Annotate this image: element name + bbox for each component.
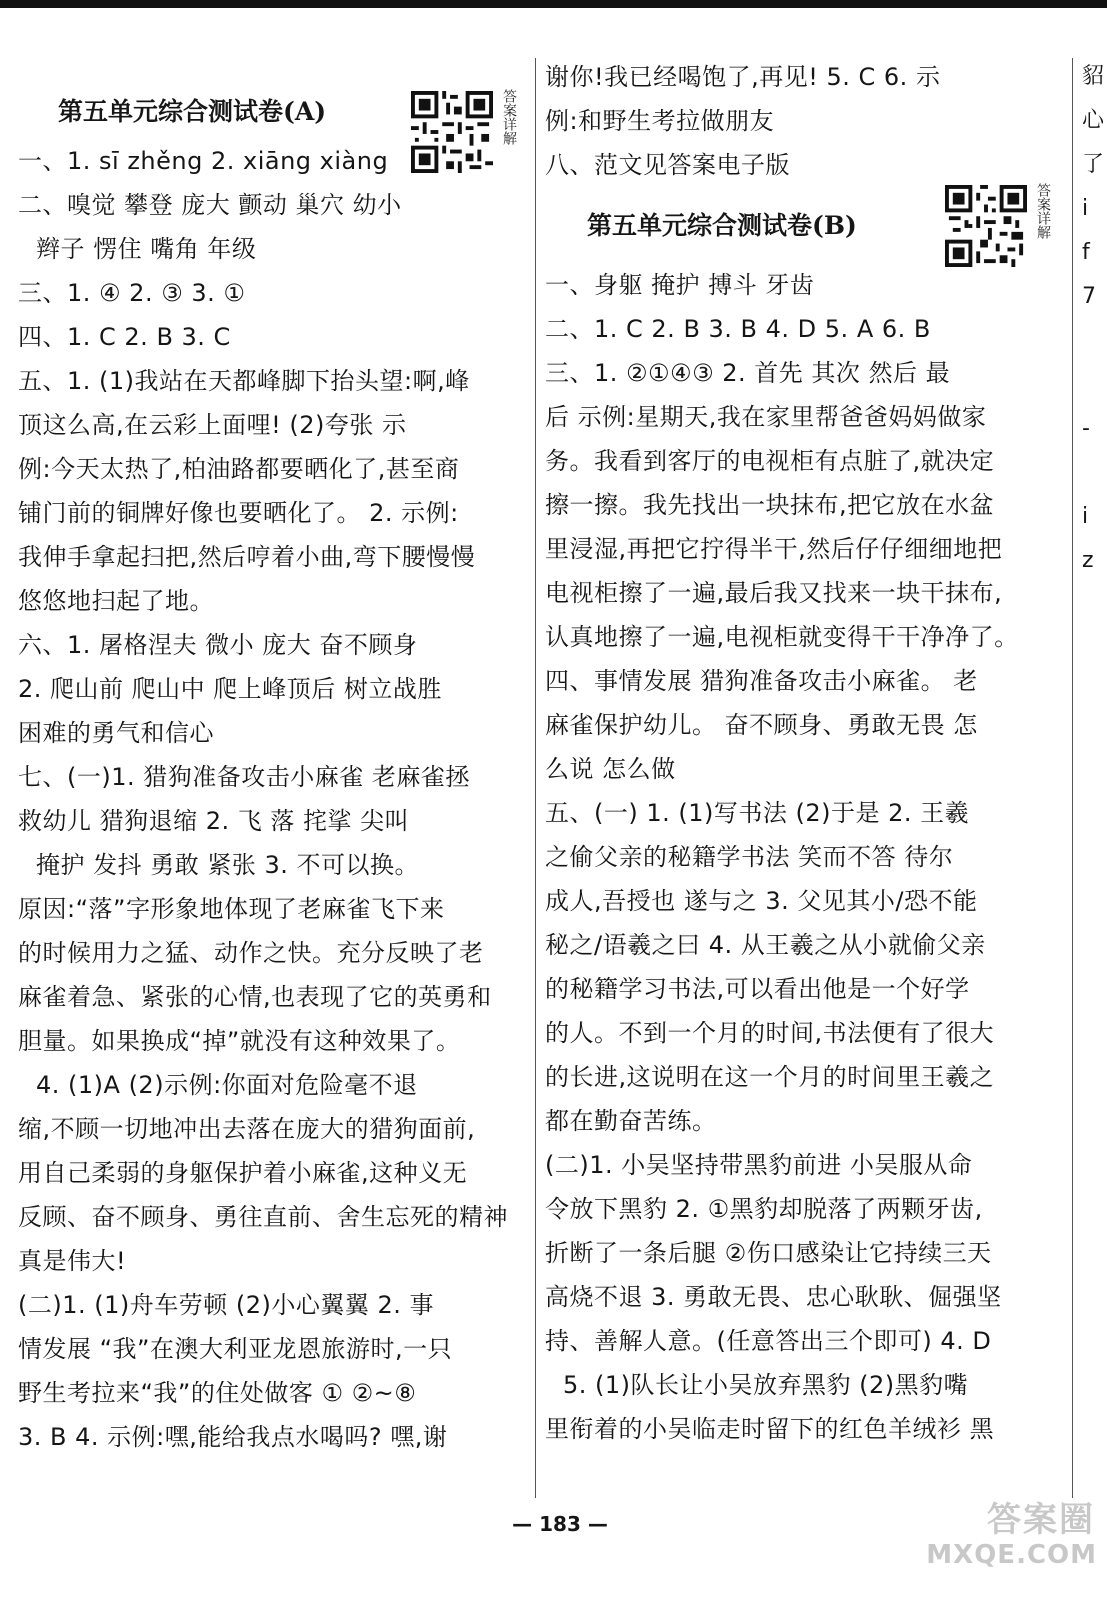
edge-fragment: i (1082, 196, 1089, 221)
text-line: 真是伟大! (18, 1247, 127, 1275)
text-line: 后 示例:星期天,我在家里帮爸爸妈妈做家 (545, 403, 987, 431)
text-line: 困难的勇气和信心 (18, 719, 214, 747)
column-divider (535, 58, 536, 1498)
text-line: 里衔着的小吴临走时留下的红色羊绒衫 黑 (545, 1415, 995, 1443)
edge-fragment: 了 (1082, 152, 1105, 177)
text-line: 电视柜擦了一遍,最后我又找来一块干抹布, (545, 579, 1003, 607)
edge-fragment: 貂 (1082, 64, 1105, 89)
edge-fragment: z (1082, 548, 1094, 573)
text-line: 四、1. C 2. B 3. C (18, 323, 231, 351)
text-line: 掩护 发抖 勇敢 紧张 3. 不可以换。 (36, 851, 420, 879)
edge-fragment (1082, 451, 1107, 495)
title-row-a (18, 77, 538, 147)
text-line: 擦一擦。我先找出一块抹布,把它放在水盆 (545, 491, 995, 519)
edge-fragment: i (1082, 504, 1089, 529)
text-line: 5. (1)队长让小吴放弃黑豹 (2)黑豹嘴 (563, 1371, 969, 1399)
text-line: 成人,吾授也 遂与之 3. 父见其小/恐不能 (545, 887, 978, 915)
text-line: 辫子 愣住 嘴角 年级 (36, 235, 257, 263)
middle-body (545, 263, 1065, 1451)
text-line: 悠悠地扫起了地。 (18, 587, 214, 615)
text-line: 胆量。如果换成“掉”就没有这种效果了。 (18, 1027, 461, 1055)
text-line: 麻雀着急、紧张的心情,也表现了它的英勇和 (18, 983, 492, 1011)
section-title-a: 第五单元综合测试卷(A) (58, 97, 327, 126)
text-line: 持、善解人意。(任意答出三个即可) 4. D (545, 1327, 992, 1355)
text-line: 麻雀保护幼儿。 奋不顾身、勇敢无畏 怎 (545, 711, 978, 739)
edge-fragment: 7 (1082, 284, 1096, 309)
edge-fragment: - (1082, 416, 1090, 441)
text-line: 谢你!我已经喝饱了,再见! 5. C 6. 示 (545, 63, 941, 91)
text-line: 的长进,这说明在这一个月的时间里王羲之 (545, 1063, 995, 1091)
text-line: 的时候用力之猛、动作之快。充分反映了老 (18, 939, 484, 967)
top-border (0, 0, 1107, 8)
text-line: 救幼儿 猎狗退缩 2. 飞 落 挓挲 尖叫 (18, 807, 410, 835)
text-line: 一、1. sī zhěng 2. xiāng xiàng (18, 147, 389, 175)
qr-label: 答案详解 (1035, 183, 1051, 239)
edge-fragment (1082, 363, 1107, 407)
text-line: 三、1. ②①④③ 2. 首先 其次 然后 最 (545, 359, 951, 387)
text-line: 里浸湿,再把它拧得半干,然后仔仔细细地把 (545, 535, 1003, 563)
text-line: 令放下黑豹 2. ①黑豹却脱落了两颗牙齿, (545, 1195, 983, 1223)
text-line: 折断了一条后腿 ②伤口感染让它持续三天 (545, 1239, 992, 1267)
watermark-url: MXQE.COM (926, 1540, 1097, 1570)
title-row-b (545, 183, 1065, 261)
text-line: 之偷父亲的秘籍学书法 笑而不答 待尔 (545, 843, 954, 871)
edge-fragment: f (1082, 240, 1090, 265)
text-line: 的秘籍学习书法,可以看出他是一个好学 (545, 975, 970, 1003)
text-line: 二、嗅觉 攀登 庞大 颤动 巢穴 幼小 (18, 191, 402, 219)
text-line: 用自己柔弱的身躯保护着小麻雀,这种义无 (18, 1159, 468, 1187)
text-line: 例:今天太热了,柏油路都要晒化了,甚至商 (18, 455, 460, 483)
text-line: 六、1. 屠格涅夫 微小 庞大 奋不顾身 (18, 631, 418, 659)
text-line: 野生考拉来“我”的住处做客 ① ②~⑧ (18, 1379, 417, 1407)
text-line: 原因:“落”字形象地体现了老麻雀飞下来 (18, 895, 445, 923)
text-line: 都在勤奋苦练。 (545, 1107, 717, 1135)
text-line: (二)1. 小吴坚持带黑豹前进 小吴服从命 (545, 1151, 973, 1179)
left-body (18, 139, 538, 1459)
middle-column (545, 55, 1065, 1451)
text-line: 4. (1)A (2)示例:你面对危险毫不退 (36, 1071, 418, 1099)
text-line: 高烧不退 3. 勇敢无畏、忠心耿耿、倔强坚 (545, 1283, 1002, 1311)
text-line: 八、范文见答案电子版 (545, 151, 790, 179)
text-line: 五、1. (1)我站在天都峰脚下抬头望:啊,峰 (18, 367, 470, 395)
text-line: 二、1. C 2. B 3. B 4. D 5. A 6. B (545, 315, 931, 343)
text-line: 五、(一) 1. (1)写书法 (2)于是 2. 王羲 (545, 799, 970, 827)
qr-code-icon[interactable] (411, 91, 493, 173)
text-line: 四、事情发展 猎狗准备攻击小麻雀。 老 (545, 667, 978, 695)
watermark-logo: 答案圈 (987, 1500, 1095, 1540)
text-line: 反顾、奋不顾身、勇往直前、舍生忘死的精神 (18, 1203, 508, 1231)
text-line: 三、1. ④ 2. ③ 3. ① (18, 279, 246, 307)
text-line: 2. 爬山前 爬山中 爬上峰顶后 树立战胜 (18, 675, 442, 703)
text-line: 顶这么高,在云彩上面哩! (2)夸张 示 (18, 411, 407, 439)
text-line: 秘之/语羲之曰 4. 从王羲之从小就偷父亲 (545, 931, 986, 959)
text-line: 认真地擦了一遍,电视柜就变得干干净净了。 (545, 623, 1019, 651)
text-line: 例:和野生考拉做朋友 (545, 107, 775, 135)
text-line: 我伸手拿起扫把,然后哼着小曲,弯下腰慢慢 (18, 543, 476, 571)
edge-fragment (1082, 319, 1107, 363)
edge-fragment: 心 (1082, 108, 1105, 133)
text-line: 铺门前的铜牌好像也要晒化了。 2. 示例: (18, 499, 459, 527)
text-line: 缩,不顾一切地冲出去落在庞大的猎狗面前, (18, 1115, 476, 1143)
left-column (18, 55, 538, 1459)
page-number: — 183 — (512, 1512, 608, 1536)
text-line: 的人。不到一个月的时间,书法便有了很大 (545, 1019, 995, 1047)
section-title-b: 第五单元综合测试卷(B) (587, 211, 857, 240)
qr-code-icon[interactable] (945, 185, 1027, 267)
right-edge-column (1082, 55, 1107, 583)
text-line: 3. B 4. 示例:嘿,能给我点水喝吗? 嘿,谢 (18, 1423, 448, 1451)
text-line: 情发展 “我”在澳大利亚龙恩旅游时,一只 (18, 1335, 453, 1363)
column-divider (1072, 58, 1073, 1498)
text-line: 一、身躯 掩护 搏斗 牙齿 (545, 271, 815, 299)
text-line: (二)1. (1)舟车劳顿 (2)小心翼翼 2. 事 (18, 1291, 435, 1319)
text-line: 务。我看到客厅的电视柜有点脏了,就决定 (545, 447, 995, 475)
text-line: 七、(一)1. 猎狗准备攻击小麻雀 老麻雀拯 (18, 763, 470, 791)
qr-label: 答案详解 (501, 89, 517, 145)
text-line: 么说 怎么做 (545, 755, 676, 783)
